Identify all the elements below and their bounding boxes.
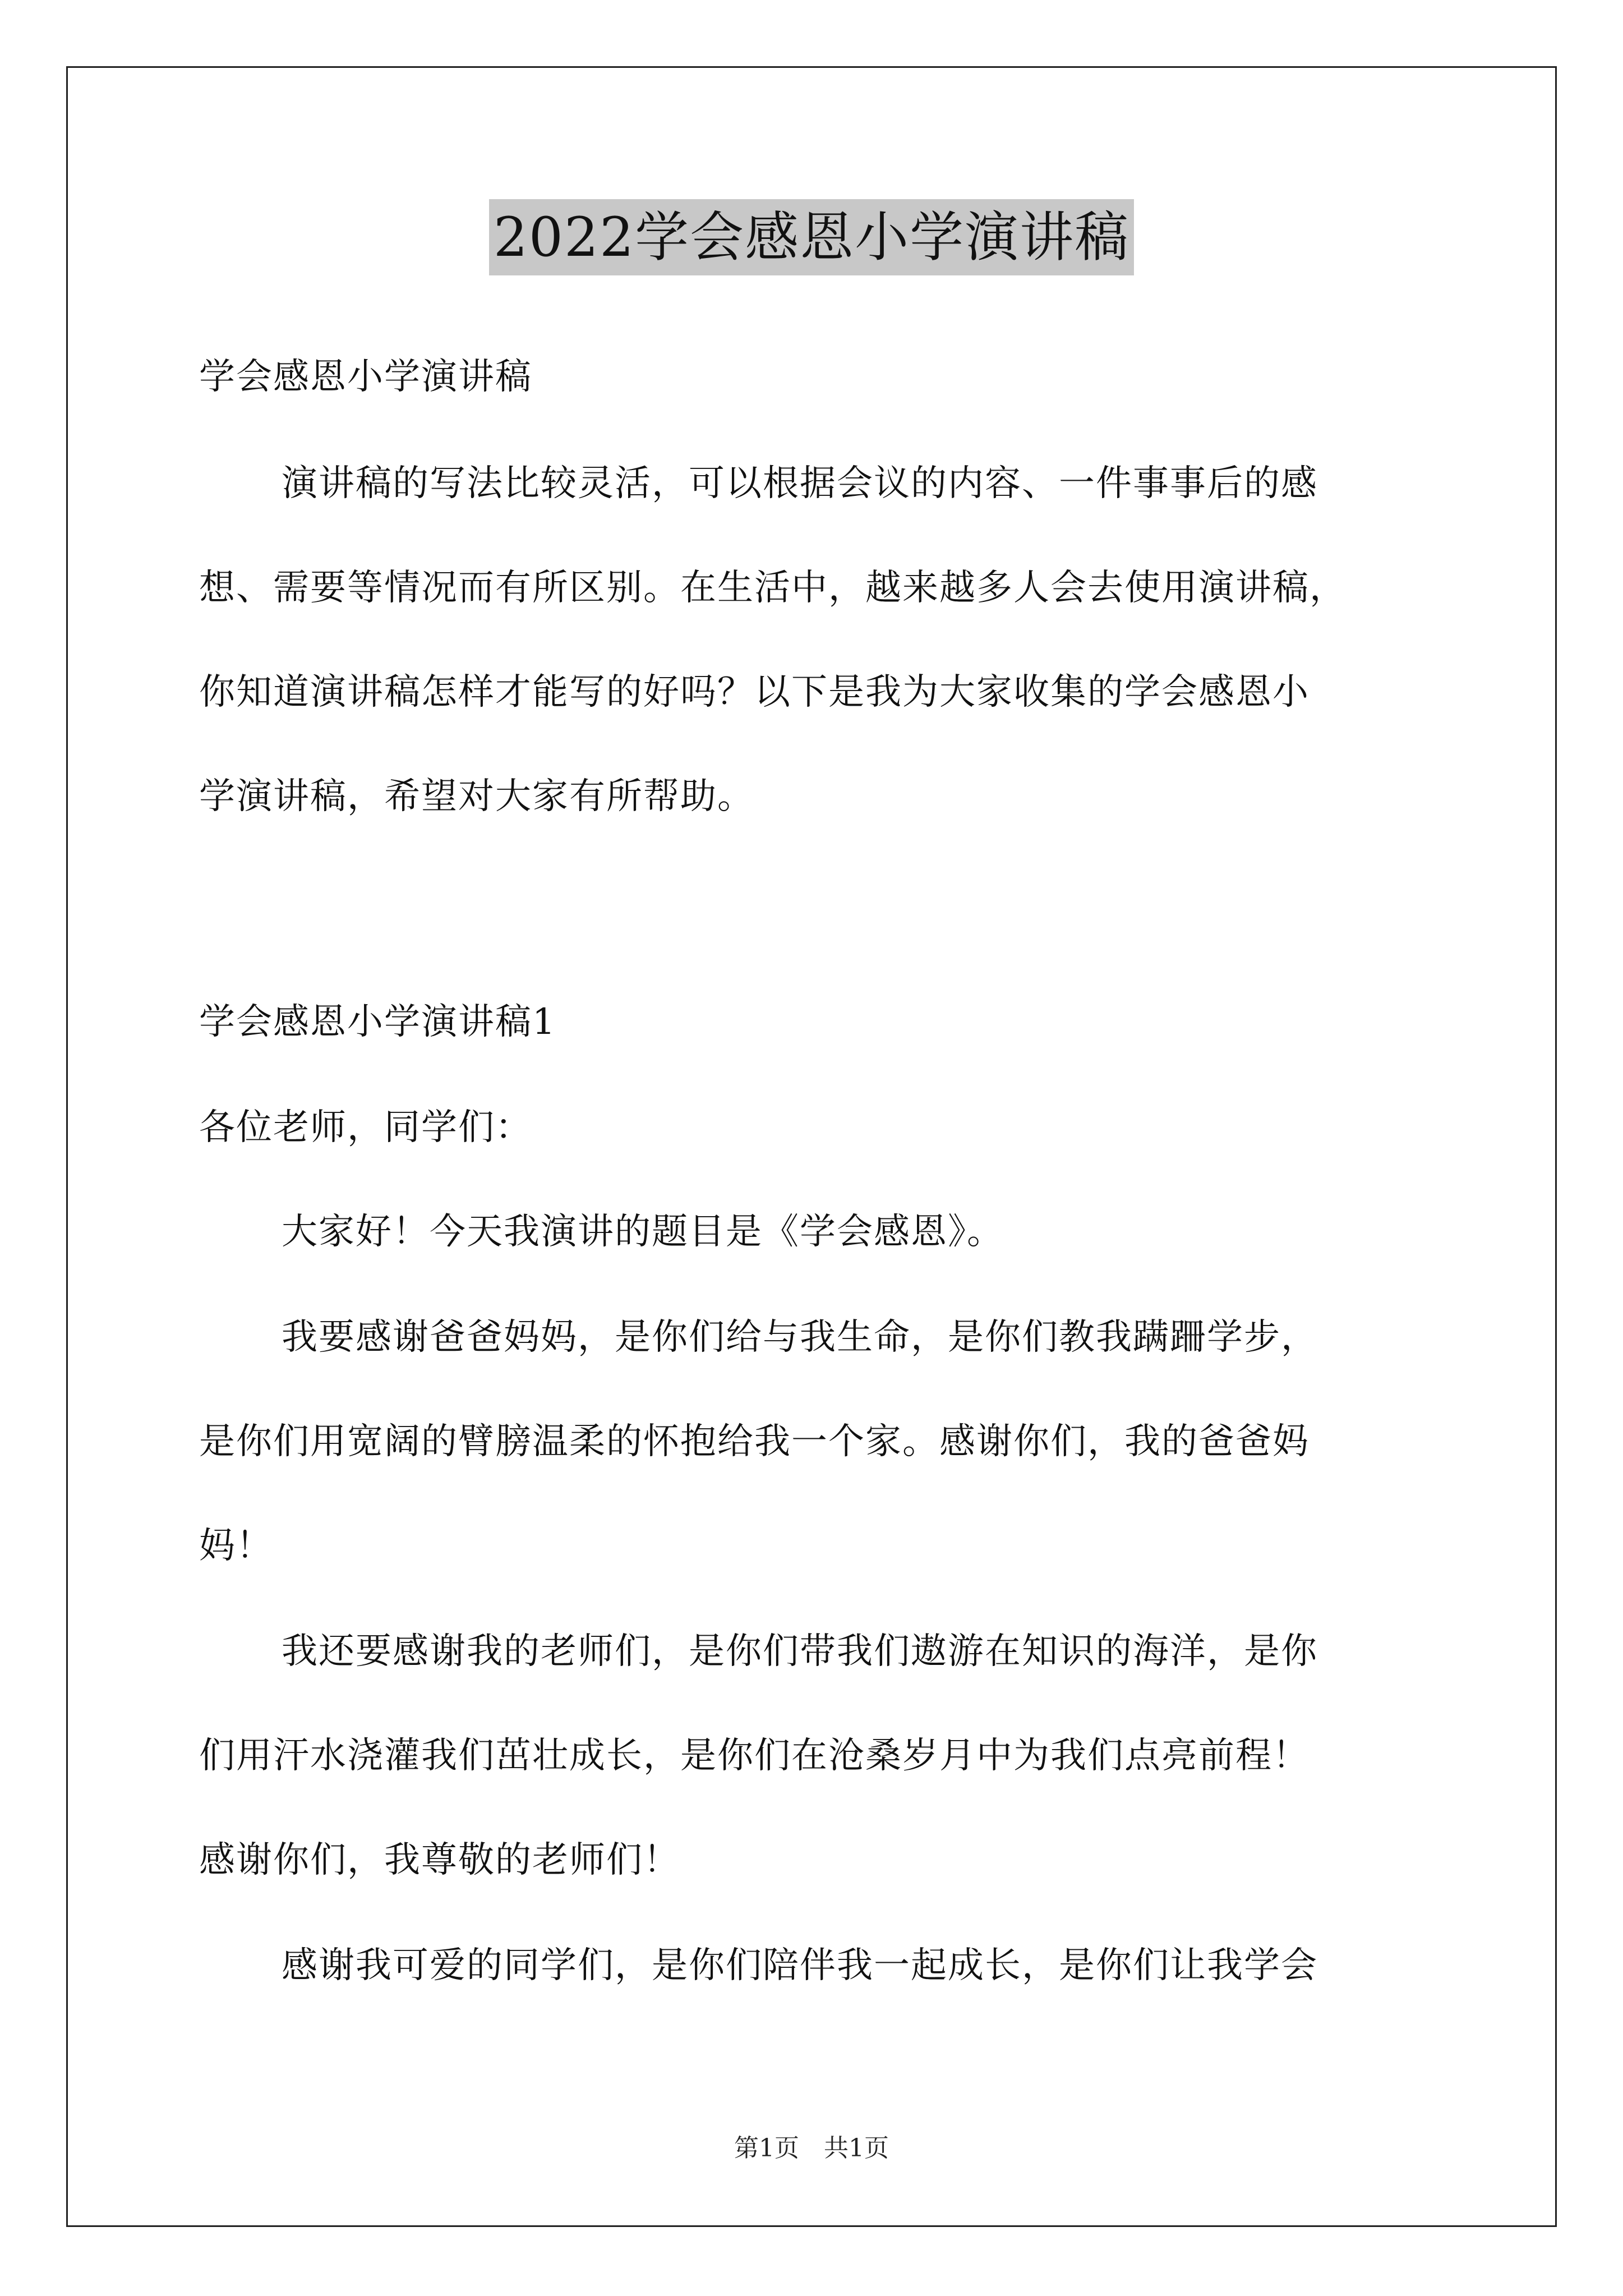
intro-line: 学演讲稿，希望对大家有所帮助。 xyxy=(199,776,754,817)
paragraph-line: 们用汗水浇灌我们茁壮成长，是你们在沧桑岁月中为我们点亮前程！ xyxy=(199,1735,1310,1777)
document-title: 2022学会感恩小学演讲稿 xyxy=(489,199,1134,275)
paragraph-line: 感谢我可爱的同学们，是你们陪伴我一起成长，是你们让我学会 xyxy=(282,1945,1318,1986)
section-heading: 学会感恩小学演讲稿1 xyxy=(199,1001,556,1043)
title-container xyxy=(0,199,1623,275)
page-footer: 第1页 共1页 xyxy=(734,2134,889,2162)
paragraph-line: 是你们用宽阔的臂膀温柔的怀抱给我一个家。感谢你们，我的爸爸妈 xyxy=(199,1421,1310,1462)
intro-line: 你知道演讲稿怎样才能写的好吗？以下是我为大家收集的学会感恩小 xyxy=(199,671,1310,713)
intro-line: 演讲稿的写法比较灵活，可以根据会议的内容、一件事事后的感 xyxy=(282,463,1318,504)
intro-line: 想、需要等情况而有所区别。在生活中，越来越多人会去使用演讲稿， xyxy=(199,567,1347,609)
paragraph-line: 我要感谢爸爸妈妈，是你们给与我生命，是你们教我蹒跚学步， xyxy=(282,1317,1318,1358)
paragraph-line: 我还要感谢我的老师们，是你们带我们遨游在知识的海洋，是你 xyxy=(282,1631,1318,1672)
document-subtitle: 学会感恩小学演讲稿 xyxy=(199,356,532,398)
paragraph-line: 大家好！今天我演讲的题目是《学会感恩》。 xyxy=(282,1211,1004,1253)
paragraph-line: 妈！ xyxy=(199,1525,273,1567)
greeting: 各位老师，同学们： xyxy=(199,1107,532,1148)
paragraph-line: 感谢你们，我尊敬的老师们！ xyxy=(199,1839,680,1881)
